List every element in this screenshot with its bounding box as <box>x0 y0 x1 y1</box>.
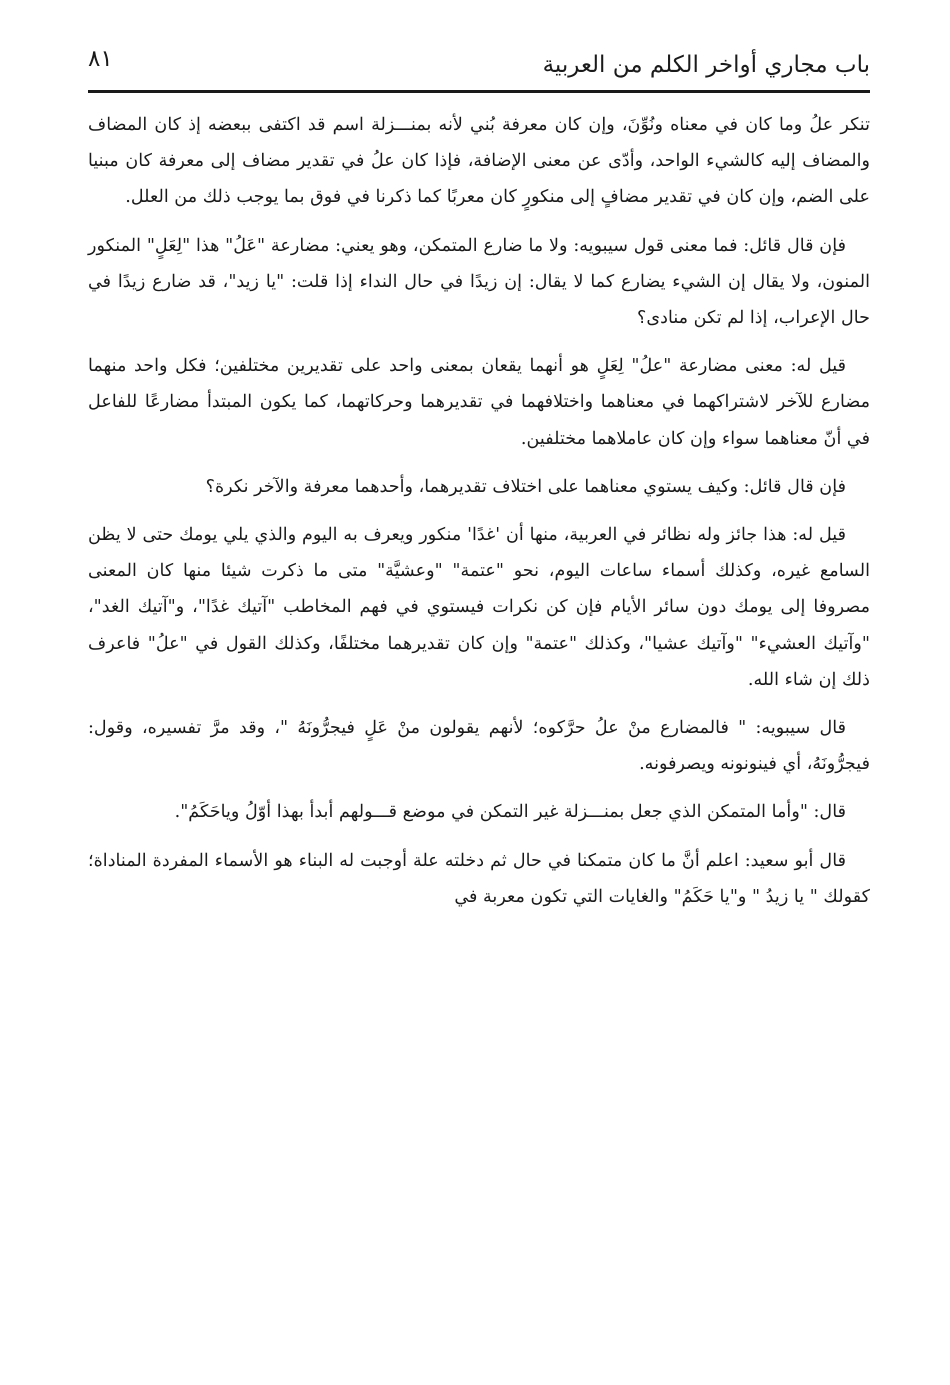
paragraph-5: قيل له: هذا جائز وله نظائر في العربية، منها أن 'غدًا' منكور ويعرف به اليوم والذي يلي يومك حتى لا يظن السامع غيره، وكذلك أسماء ساعات اليوم، نحو "عتمة" "وعشيَّة" متى ما ذكرت شيئا منها كان المعنى مصروفا إلى يومك دون سائر الأيام فإن كن نكرات فيستوي في فهم المخاطب "آتيك غدًا"، و"آتيك الغد"، "وآتيك العشيء" "وآتيك عشيا"، وكذلك "عتمة" وإن كان تقديرهما مختلفًا، وكذلك القول في "علُ" فاعرف ذلك إن شاء الله. <box>88 525 870 690</box>
paragraph-2: فإن قال قائل: فما معنى قول سيبويه: ولا ما ضارع المتمكن، وهو يعني: مضارعة "عَلُ" هذا "لِعَلٍ" المنكور المنون، ولا يقال إن الشيء يضارع كما لا يقال: إن زيدًا في حال النداء إذا قلت: "يا زيد"، قد ضارع زيدًا في حال الإعراب، إذا لم تكن منادى؟ <box>88 235 870 329</box>
paragraph-8: قال أبو سعيد: اعلم أنَّ ما كان متمكنا في حال ثم دخلته علة أوجبت له البناء هو الأسماء المفردة المناداة؛ كقولك " يا زيدُ " و"يا حَكَمُ" والغايات التي تكون معربة في <box>88 850 870 907</box>
paragraph-3: قيل له: معنى مضارعة "علُ" لِعَلٍ هو أنهما يقعان بمعنى واحد على تقديرين مختلفين؛ فكل واحد منهما مضارع للآخر لاشتراكهما في معناهما واختلافهما في تقديرهما وحركاتهما، كما يكون المبتدأ مضارعًا للفاعل في أنّ معناهما سواء وإن كان عاملاهما مختلفين. <box>88 356 870 449</box>
paragraph-4: فإن قال قائل: وكيف يستوي معناهما على اختلاف تقديرهما، وأحدهما معرفة والآخر نكرة؟ <box>205 476 846 497</box>
paragraph-6: قال سيبويه: " فالمضارع منْ علُ حرَّكوه؛ لأنهم يقولون منْ عَلٍ فيجرُّونَهُ "، وقد مرَّ تفسيره، وقول: فيجرُّونَهُ، أي فينونونه ويصرفونه. <box>88 718 870 775</box>
paragraph-7: قال: "وأما المتمكن الذي جعل بمنـــزلة غير التمكن في موضع قـــولهم أبدأ بهذا أوّلُ وياحَكَمُ". <box>174 802 846 823</box>
body-text <box>88 107 870 915</box>
document-page <box>88 42 870 927</box>
page-header <box>88 42 870 93</box>
running-title: باب مجاري أواخر الكلم من العربية <box>542 52 870 78</box>
page-number: ٨١ <box>88 46 113 72</box>
paragraph-1: تنكر علُ وما كان في معناه ونُوِّنَ، وإن كان معرفة بُني لأنه بمنـــزلة اسم قد اكتفى ببعضه إذ كان المضاف والمضاف إليه كالشيء الواحد، وأدّى عن معنى الإضافة، فإذا كان علُ في تقدير مضاف إلى معرفة كان مبنيا على الضم، وإن كان في تقدير مضافٍ إلى منكورٍ كان معربًا كما ذكرنا في فوق بما يوجب ذلك من العلل. <box>88 115 870 208</box>
